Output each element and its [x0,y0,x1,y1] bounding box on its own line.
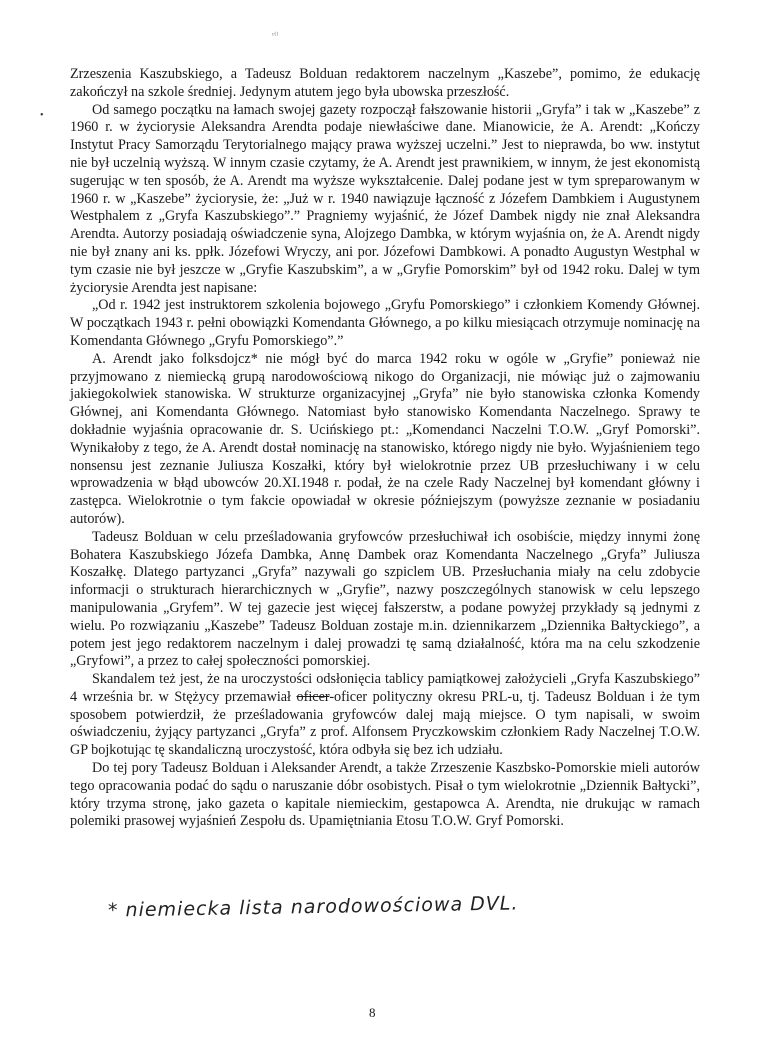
paragraph-4: Tadeusz Bolduan w celu prześladowania gryfowców przesłuchiwał ich osobiście, między innymi żonę Bohatera Kaszubskiego Józefa Dambka, Annę Dambek oraz Komendanta Naczelnego „Gryfa” Juliusza Koszałkę. Dlatego partyzanci „Gryfa” nazywali go szpiclem UB. Przesłuchania miały na celu zdobycie informacji o strukturach hierarchicznych w „Gryfie”, nazwy poszczególnych stanowisk w celu lepszego manipulowania „Gryfem”. W tej gazecie jest więcej fałszerstw, a podane powyżej przykłady są jednymi z wielu. Po rozwiązaniu „Kaszebe” Tadeusz Bolduan zostaje m.in. dziennikarzem „Dziennika Bałtyckiego”, a potem jest jego redaktorem naczelnym i dalej prowadzi tę samą działalność, która ma na celu szkodzenie „Gryfowi”, a przez to całej społeczności pomorskiej. [70,528,700,670]
paragraph-5-start: Skandalem też jest, że na uroczystości odsłonięcia tablicy pamiątkowej założycieli „Gryfa Kaszubskiego” 4 września br. w Stężycy przemawiał [70,671,700,705]
paragraph-2: Od samego początku na łamach swojej gazety rozpoczął fałszowanie historii „Gryfa” i tak w „Kaszebe” z 1960 r. w życiorysie Aleksandra Arendta podaje niewłaściwe dane. Mianowicie, że A. Arendt: „Kończy Instytut Pracy Samorządu Terytorialnego mający prawa wyższej uczelni.” Jest to nieprawda, bo ww. instytut nie był uczelnią wyższą. W innym czasie czytamy, że A. Arendt jest prawnikiem, w innym, że jest ekonomistą sugerując w ten sposób, że A. Arendt ma wyższe wykształcenie. Dalej podane jest w tym spreparowanym w 1960 r. w „Kaszebe” życiorysie, że: „Już w r. 1940 nawiązuje łączność z Józefem Dambkiem i Augustynem Westphalem z „Gryfa Kaszubskiego”.” Pragniemy wyjaśnić, że Józef Dambek nigdy nie znał Aleksandra Arendta. Autorzy posiadają oświadczenie syna, Alojzego Dambka, w którym wyjaśnia on, że A. Arendt nigdy nie był znany ani ks. ppłk. Józefowi Wryczy, ani por. Józefowi Dambkowi. A ponadto Augustyn Westphal w tym czasie nie był jeszcze w „Gryfie Kaszubskim”, a w „Gryfie Pomorskim” był od 1942 roku. Dalej w tym życiorysie Arendta jest napisane: [70,101,700,296]
handwritten-footnote: * niemiecka lista narodowościowa DVL. [107,892,519,922]
paragraph-6: Do tej pory Tadeusz Bolduan i Aleksander Arendt, a także Zrzeszenie Kaszbsko-Pomorskie mieli autorów tego opracowania podać do sądu o naruszanie dóbr osobistych. Pisał o tym wielokrotnie „Dziennik Bałtycki”, który trzyma stronę, jako gazeta o kapitale niemieckim, gestapowca A. Arendta, nie drukując w ramach polemiki prasowej wyjaśnień Zespołu ds. Upamiętniania Etosu T.O.W. Gryf Pomorski. [70,760,700,830]
page-number: 8 [369,1005,376,1020]
struck-word: oficer [296,688,330,705]
paragraph-5: Skandalem też jest, że na uroczystości odsłonięcia tablicy pamiątkowej założycieli „Gryfa Kaszubskiego” 4 września br. w Stężycy przemawiał oficer-oficer polityczny okresu PRL-u, tj. Tadeusz Bolduan i że tym sposobem potwierdził, że prześladowania gryfowców dalej mają miejsce. O tym napisali, w swoim oświadczeniu, żyjący partyzanci „Gryfa” z prof. Alfonsem Pryczkowskim członkiem Rady Naczelnej T.O.W. GP bojkotując tę skandaliczną uroczystość, która odbyła się bez ich udziału. [70,671,700,759]
block-quote: „Od r. 1942 jest instruktorem szkolenia bojowego „Gryfu Pomorskiego” i członkiem Komendy Głównej. W początkach 1943 r. pełni obowiązki Komendanta Głównego, a po kilku miesiącach otrzymuje nominację na Komendanta Głównego „Gryfu Pomorskiego”.” [70,297,700,349]
paragraph-1: Zrzeszenia Kaszubskiego, a Tadeusz Bolduan redaktorem naczelnym „Kaszebe”, pomimo, że edukację zakończył na szkole średniej. Jedynym atutem jego była ubowska przeszłość. [70,66,700,100]
paragraph-3: A. Arendt jako folksdojcz* nie mógł być do marca 1942 roku w ogóle w „Gryfie” ponieważ nie przyjmowano z niemiecką grupą narodowościową nikogo do Organizacji, nie mówiąc już o zajmowaniu jakiegokolwiek stanowiska. W strukturze organizacyjnej „Gryfa” nie było stanowiska członka Komendy Głównej, ani Komendanta Głównego. Natomiast było stanowisko Komendanta Naczelnego. Sprawy te dokładnie wyjaśnia opracowanie dr. S. Ucińskiego pt.: „Komendanci Naczelni T.O.W. „Gryf Pomorski”. Wynikałoby z tego, że A. Arendt dostał nominację na stanowisko, którego nigdy nie było. Wyjaśnieniem tego nonsensu jest zeznanie Juliusza Koszałki, który był wielokrotnie przez UB przesłuchiwany i w celu wprowadzenia w błąd ubowców 20.XI.1948 r. podał, że na czele Rady Naczelnej był komendant główny i zastępca. Wielokrotnie o tym fakcie opowiadał w okresie późniejszym (powyższe zeznanie w posiadaniu autorów). [70,350,700,527]
document-body [70,66,700,831]
paragraph-5-end: oficer polityczny okresu PRL-u, tj. Tadeusz Bolduan i że tym sposobem potwierdził, że prześladowania gryfowców dalej mają miejsce. O tym napisali, w swoim oświadczeniu, żyjący partyzanci „Gryfa” z prof. Alfonsem Pryczkowskim członkiem Rady Naczelnej T.O.W. GP bojkotując tę skandaliczną uroczystość, która odbyła się bez ich udziału. [70,688,700,759]
scan-mark-left: • [40,110,44,121]
scan-mark-top: ᶜ⁽ˡ [272,30,279,40]
